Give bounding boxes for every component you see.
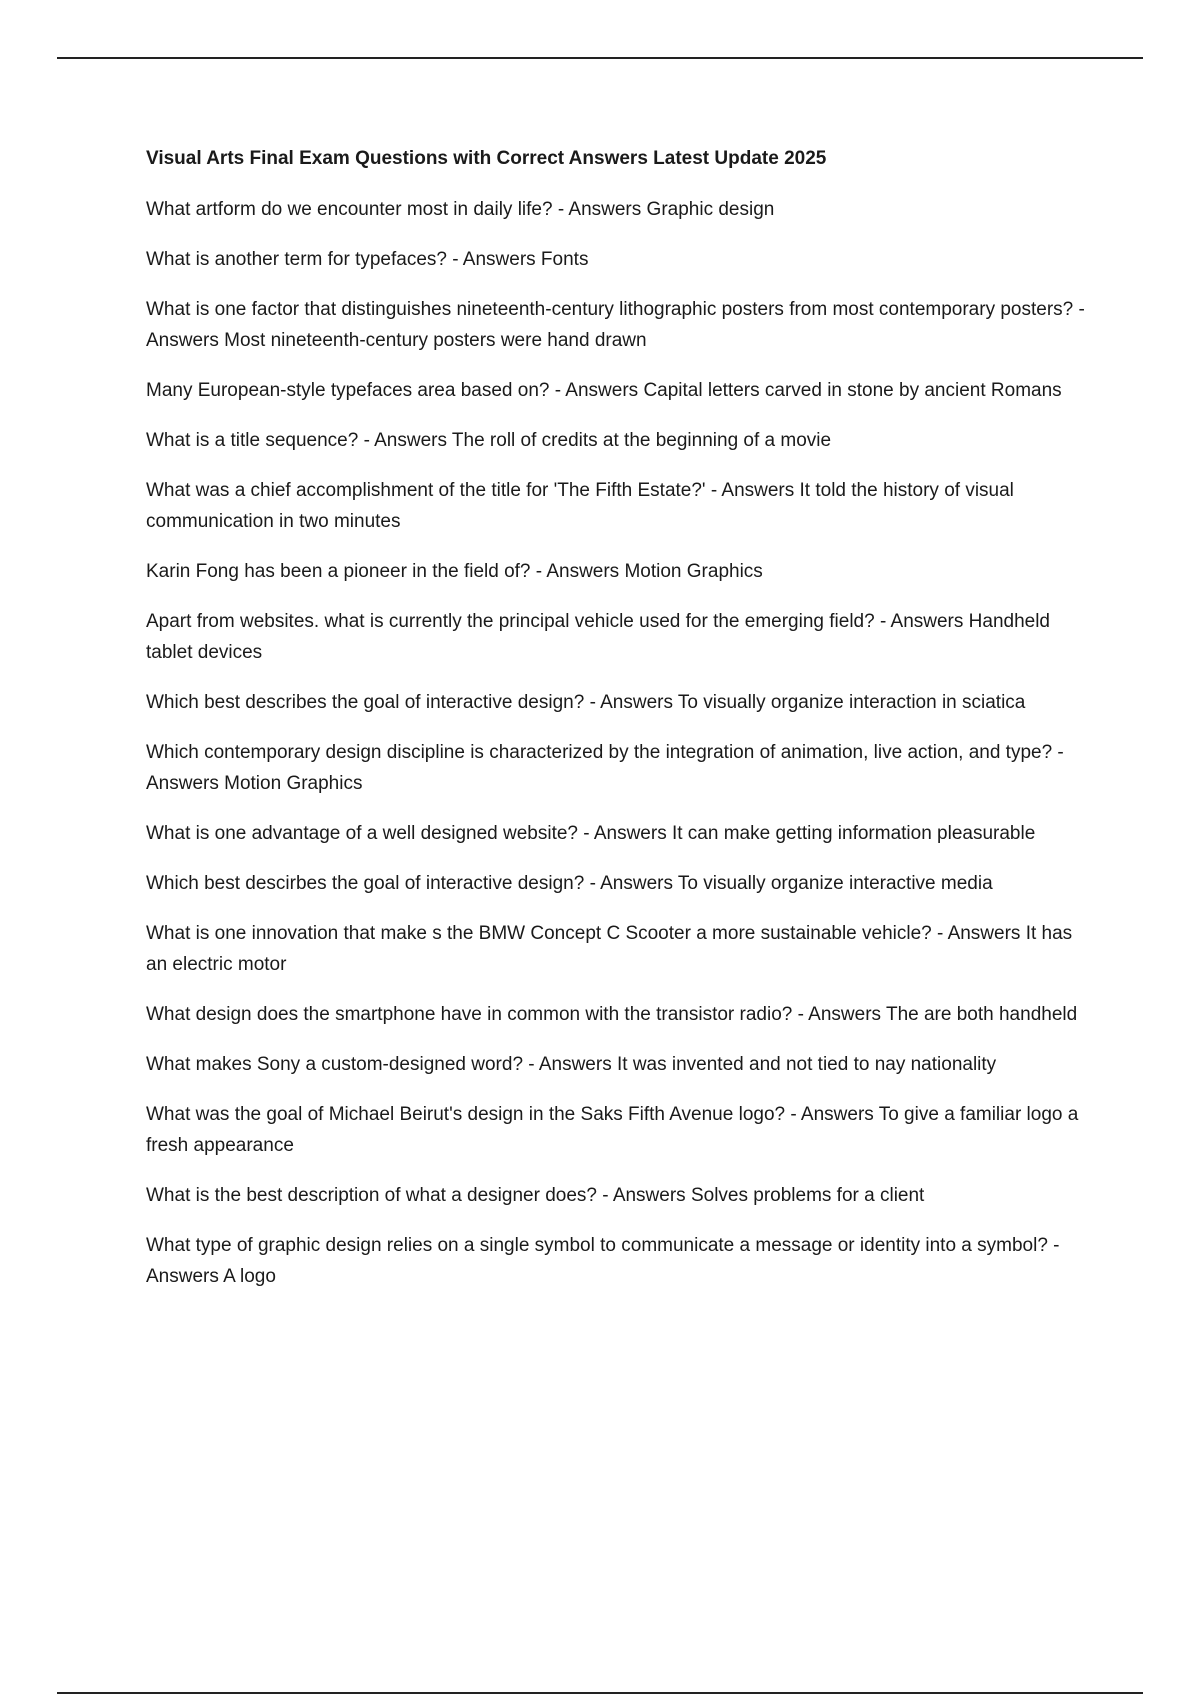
- qa-item: What is the best description of what a designer does? - Answers Solves problems for a client: [146, 1185, 925, 1206]
- qa-item: Which best descirbes the goal of interactive design? - Answers To visually organize interactive media: [146, 873, 993, 894]
- qa-item: What is one innovation that make s the BMW Concept C Scooter a more sustainable vehicle? - Answers It has an electric motor: [146, 923, 1073, 975]
- qa-item: What was a chief accomplishment of the title for 'The Fifth Estate?' - Answers It told the history of visual communication in two minutes: [146, 480, 1014, 532]
- qa-item: Which contemporary design discipline is characterized by the integration of animation, live action, and type? - Answers Motion Graphics: [146, 742, 1064, 794]
- qa-item: What is one factor that distinguishes nineteenth-century lithographic posters from most contemporary posters? - Answers Most nineteenth-century posters were hand drawn: [146, 299, 1085, 351]
- qa-item: Many European-style typefaces area based on? - Answers Capital letters carved in stone by ancient Romans: [146, 380, 1062, 401]
- qa-item: Apart from websites. what is currently the principal vehicle used for the emerging field? - Answers Handheld tablet devices: [146, 611, 1050, 663]
- qa-item: What was the goal of Michael Beirut's design in the Saks Fifth Avenue logo? - Answers To give a familiar logo a fresh appearance: [146, 1104, 1079, 1156]
- footer-rule: [57, 1692, 1143, 1694]
- qa-item: What is a title sequence? - Answers The roll of credits at the beginning of a movie: [146, 430, 832, 451]
- header-rule: [57, 57, 1143, 59]
- qa-item: Which best describes the goal of interactive design? - Answers To visually organize interaction in sciatica: [146, 692, 1026, 713]
- qa-item: Karin Fong has been a pioneer in the field of? - Answers Motion Graphics: [146, 561, 763, 582]
- qa-item: What type of graphic design relies on a single symbol to communicate a message or identity into a symbol? - Answers A logo: [146, 1235, 1060, 1287]
- qa-item: What makes Sony a custom-designed word? - Answers It was invented and not tied to nay nationality: [146, 1054, 997, 1075]
- qa-item: What design does the smartphone have in common with the transistor radio? - Answers The are both handheld: [146, 1004, 1078, 1025]
- qa-item: What is another term for typefaces? - Answers Fonts: [146, 249, 589, 270]
- qa-item: What is one advantage of a well designed website? - Answers It can make getting information pleasurable: [146, 823, 1036, 844]
- qa-item: What artform do we encounter most in daily life? - Answers Graphic design: [146, 199, 775, 220]
- document-body: [146, 146, 1086, 1311]
- document-title: Visual Arts Final Exam Questions with Correct Answers Latest Update 2025: [146, 148, 827, 169]
